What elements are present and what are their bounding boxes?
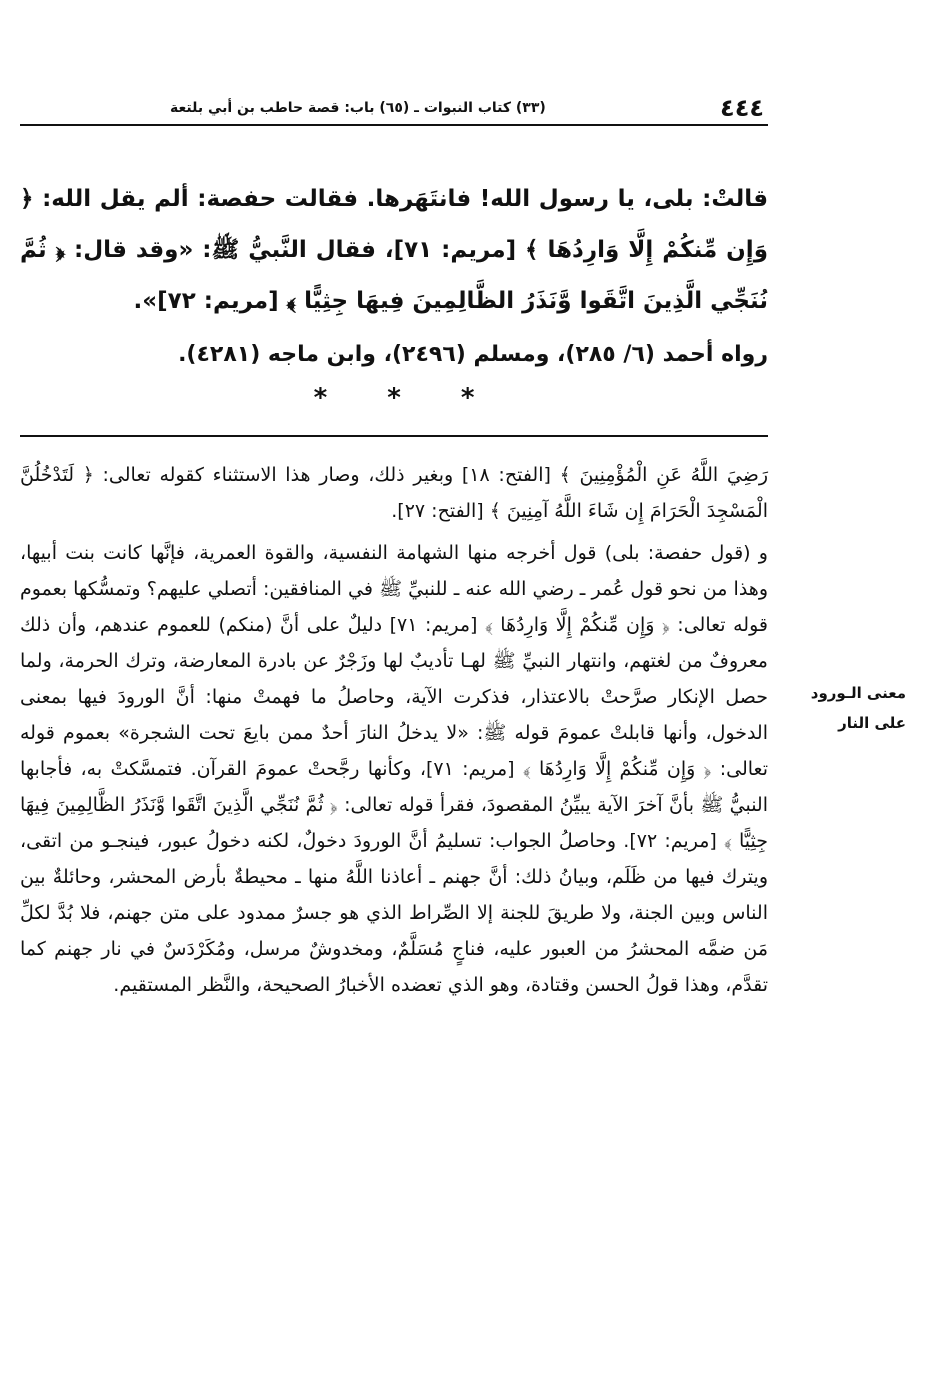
- star-divider: *: [387, 383, 401, 413]
- commentary-paragraph: و (قول حفصة: بلى) قول أخرجه منها الشهامة النفسية، والقوة العمرية، فإنَّها كانت بنت أبيها، وهذا من نحو قول عُمر ـ رضي الله عنه ـ للنبيِّ ﷺ في المنافقين: أتصلي عليهم؟ وتمسُّكها بعموم قوله تعالى: ﴿ وَإِن مِّنكُمْ إِلَّا وَارِدُهَا ﴾ [مريم: ٧١] دليلٌ على أنَّ (منكم) للعموم عندهم، وأن ذلك معروفٌ من لغتهم، وانتهار النبيِّ ﷺ لهـا تأديبٌ لها وزَجْرٌ عن بادرة المعارضة، وترك الحرمة، ولما حصل الإنكار صرَّحتْ بالاعتذار، فذكرت الآية، وحاصلُ ما فهمتْ منها: أنَّ الورودَ فيها بمعنى الدخول، وأنها قابلتْ عمومَ قوله ﷺ: «لا يدخلُ النارَ أحدٌ ممن بايعَ تحت الشجرة» بعموم قوله تعالى: ﴿ وَإِن مِّنكُمْ إِلَّا وَارِدُهَا ﴾ [مريم: ٧١]، وكأنها رجَّحتْ عمومَ القرآن. فتمسَّكتْ به، فأجابها النبيُّ ﷺ بأنَّ آخرَ الآية يبيِّنُ المقصودَ، فقرأ قوله تعالى: ﴿ ثُمَّ نُنَجِّي الَّذِينَ اتَّقَوا وَّنَذَرُ الظَّالِمِينَ فِيهَا جِثِيًّا ﴾ [مريم: ٧٢]. وحاصلُ الجواب: تسليمُ أنَّ الورودَ دخولٌ، لكنه دخولُ عبور، فينجـو من اتقى، ويترك فيها من ظَلَم، وبيانُ ذلك: أنَّ جهنم ـ أعاذنا اللَّهُ منها ـ محيطةٌ بأرض المحشر، وحائلةٌ بين الناس وبين الجنة، ولا طريقَ للجنة إلا الصِّراط الذي هو جسرٌ ممدود على متن جهنم، فلا بُدَّ لكلِّ مَن ضمَّه المحشرُ من العبور عليه، فناجٍ مُسَلَّمٌ، ومخدوشٌ مرسل، ومُكَرْدَسٌ في نار جهنم كما تقدَّم، وهذا قولُ الحسن وقتادة، وهو الذي تعضده الأخبارُ الصحيحة، والنَّظر المستقيم.: [20, 542, 768, 996]
- page-number: ٤٤٤: [720, 94, 764, 122]
- section-stars: [20, 383, 768, 413]
- margin-note: [780, 678, 906, 738]
- hadith-text: قالتْ: بلى، يا رسول الله! فانتَهَرها. فقالت حفصة: ألم يقل الله: ﴿ وَإِن مِّنكُمْ إِلَّا وَارِدُهَا ﴾ [مريم: ٧١]، فقال النَّبيُّ ﷺ: «وقد قال: ﴿ ثُمَّ نُنَجِّي الَّذِينَ اتَّقَوا وَّنَذَرُ الظَّالِمِينَ فِيهَا جِثِيًّا ﴾ [مريم: ٧٢]».: [20, 186, 768, 314]
- page: [20, 88, 768, 1003]
- commentary-paragraph: رَضِيَ اللَّهُ عَنِ الْمُؤْمِنِينَ ﴾ [الفتح: ١٨] وبغير ذلك، وصار هذا الاستثناء كقوله تعالى: ﴿ لَتَدْخُلُنَّ الْمَسْجِدَ الْحَرَامَ إِن شَاءَ اللَّهُ آمِنِينَ ﴾ [الفتح: ٢٧].: [20, 464, 769, 522]
- margin-note-line: على النار: [838, 714, 906, 732]
- star-divider: *: [313, 383, 328, 413]
- footnote-separator: [20, 435, 768, 437]
- commentary: [20, 457, 768, 1003]
- hadith-source: رواه أحمد (٦/ ٢٨٥)، ومسلم (٢٤٩٦)، وابن ماجه (٤٢٨١).: [178, 342, 768, 367]
- star-divider: *: [460, 383, 475, 413]
- margin-note-line: معنى الـورود: [810, 684, 906, 702]
- running-header: [20, 88, 768, 126]
- running-title: (٣٣) كتاب النبوات ـ (٦٥) باب: قصة حاطب بن أبي بلتعة: [170, 100, 546, 116]
